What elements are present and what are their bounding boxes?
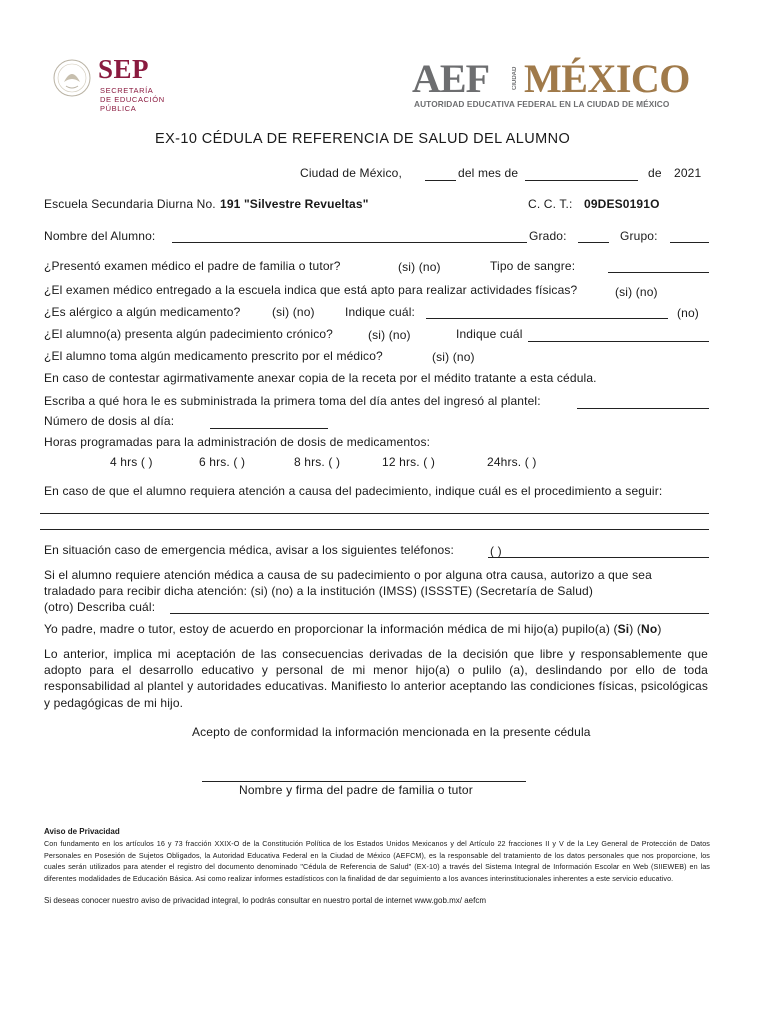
schedule-label: Horas programadas para la administración de dosis de medicamentos:: [44, 435, 431, 449]
sep-name-line3: PÚBLICA: [100, 104, 137, 113]
sep-acronym: SEP: [98, 54, 150, 84]
month-label: del mes de: [458, 166, 519, 180]
q-allergic-no[interactable]: (no): [677, 306, 699, 320]
grade-label: Grado:: [529, 229, 567, 243]
dose-count-field[interactable]: [210, 428, 328, 429]
q-fit-activities: ¿El examen médico entregado a la escuela indica que está apto para realizar actividades físicas?: [44, 283, 578, 297]
cct-label: C. C. T.:: [528, 197, 573, 211]
signature-label: Nombre y firma del padre de familia o tutor: [239, 783, 473, 797]
q-chronic-options[interactable]: (si) (no): [368, 328, 411, 342]
emergency-phone-field[interactable]: [488, 557, 709, 558]
schedule-4hrs[interactable]: 4 hrs ( ): [110, 455, 153, 469]
q-medication-options[interactable]: (si) (no): [432, 350, 475, 364]
group-field[interactable]: [670, 242, 709, 243]
sep-logo: [52, 50, 182, 122]
auth-line3: (otro) Describa cuál:: [44, 600, 156, 614]
schedule-8hrs[interactable]: 8 hrs. ( ): [294, 455, 341, 469]
consent-si-option[interactable]: Si: [617, 622, 630, 636]
aef-acronym: AEF: [412, 56, 489, 101]
aef-subtitle: AUTORIDAD EDUCATIVA FEDERAL EN LA CIUDAD DE MÉXICO: [414, 99, 670, 109]
accept-text: Acepto de conformidad la información mencionada en la presente cédula: [192, 725, 591, 739]
sep-name-line2: DE EDUCACIÓN: [100, 95, 165, 104]
first-dose-field[interactable]: [577, 408, 709, 409]
emergency-phone-paren: ( ): [490, 544, 502, 558]
auth-line2[interactable]: traladado para recibir dicha atención: (si) (no) a la institución (IMSS) (ISSSTE) (Secretaría de Salud): [44, 584, 594, 598]
q-chronic-indique-label: Indique cuál: [456, 327, 523, 341]
chronic-field[interactable]: [528, 341, 709, 342]
day-field[interactable]: [425, 180, 456, 181]
q-allergic-options[interactable]: (si) (no): [272, 305, 315, 319]
group-label: Grupo:: [620, 229, 658, 243]
affirm-note: En caso de contestar agirmativamente anexar copia de la receta por el médito tratante a esta cédula.: [44, 371, 597, 385]
blood-type-label: Tipo de sangre:: [490, 259, 576, 273]
q-allergic: ¿Es alérgico a algún medicamento?: [44, 305, 241, 319]
aef-mexico: MÉXICO: [524, 56, 690, 101]
procedure-field-line2[interactable]: [40, 529, 709, 530]
consent-separator: ) (: [629, 622, 642, 636]
school-value: 191 "Silvestre Revueltas": [220, 197, 369, 211]
student-label: Nombre del Alumno:: [44, 229, 156, 243]
schedule-6hrs[interactable]: 6 hrs. ( ): [199, 455, 246, 469]
privacy-body: Con fundamento en los artículos 16 y 73 fracción XXIX-O de la Constitución Política de los Estados Unidos Mexicanos y del Artículo 22 fracciones II y V de la Ley General de Protección de Datos Personales en Posesión de Sujetos Obligados, la Autoridad Educativa Federal en la Ciudad de México (AEFCM), es la responsable del tratamiento de los datos personales que nos proporcione, los cuales serán utilizados para atender el registro del documento denominado "Cédula de Referencia de Salud" (EX-10) a través del Sistema Integral de Información Escolar en Web (SIIEWEB) en las diferentes modalidades de Educación Básica. Asi como realizar informes estadísticos con la finalidad de dar seguimiento a los avances interinstitucionales inherentes a este servicio educativo.: [44, 839, 710, 883]
schedule-12hrs[interactable]: 12 hrs. ( ): [382, 455, 435, 469]
aef-ciudad: CIUDAD: [512, 66, 518, 90]
allergy-field[interactable]: [426, 318, 668, 319]
consent-line: [44, 622, 661, 636]
emergency-label: En situación caso de emergencia médica, avisar a los siguientes teléfonos:: [44, 543, 454, 557]
de-label: de: [648, 166, 662, 180]
city-label: Ciudad de México,: [300, 166, 402, 180]
first-dose-label: Escriba a qué hora le es subministrada la primera toma del día antes del ingresó al plantel:: [44, 394, 541, 408]
sep-name-line1: SECRETARÍA: [100, 86, 154, 95]
dose-count-label: Número de dosis al día:: [44, 414, 175, 428]
procedure-field-line1[interactable]: [40, 513, 709, 514]
liability-paragraph: Lo anterior, implica mi aceptación de las consecuencias derivadas de la decisión que libre y responsablemente que adopto para el desarrollo educativo y personal de mi menor hijo(a) o pulilo (a), deslindando por ello de toda responsabilidad al plantel y autoridades educativas. Manifiesto lo anterior aceptando las condiciones físicas, psicológicas y pedagógicas de mi hijo.: [44, 647, 708, 710]
form-title: EX-10 CÉDULA DE REFERENCIA DE SALUD DEL ALUMNO: [155, 131, 571, 147]
consent-no-option[interactable]: No: [641, 622, 658, 636]
grade-field[interactable]: [578, 242, 609, 243]
school-label: Escuela Secundaria Diurna No.: [44, 197, 216, 211]
q-medical-exam-options[interactable]: (si) (no): [398, 260, 441, 274]
cct-value: 09DES0191O: [584, 197, 660, 211]
auth-line1: Si el alumno requiere atención médica a causa de su padecimiento o por alguna otra causa, autorizo a que sea: [44, 568, 652, 582]
student-name-field[interactable]: [172, 242, 527, 243]
year-value: 2021: [674, 166, 702, 180]
signature-field[interactable]: [202, 781, 526, 782]
q-medical-exam: ¿Presentó examen médico el padre de familia o tutor?: [44, 259, 341, 273]
q-chronic: ¿El alumno(a) presenta algún padecimiento crónico?: [44, 327, 333, 341]
blood-type-field[interactable]: [608, 272, 709, 273]
q-fit-activities-options[interactable]: (si) (no): [615, 285, 658, 299]
aef-logo: [412, 58, 722, 114]
q-medication: ¿El alumno toma algún medicamento prescrito por el médico?: [44, 349, 383, 363]
consent-text: Yo padre, madre o tutor, estoy de acuerdo en proporcionar la información médica de mi hijo(a) pupilo(a) (: [44, 622, 618, 636]
procedure-label: En caso de que el alumno requiera atención a causa del padecimiento, indique cuál es el procedimiento a seguir:: [44, 484, 663, 498]
schedule-24hrs[interactable]: 24hrs. ( ): [487, 455, 537, 469]
q-allergic-indique-label: Indique cuál:: [345, 305, 416, 319]
other-institution-field[interactable]: [170, 613, 709, 614]
privacy-footer: Si deseas conocer nuestro aviso de privacidad integral, lo podrás consultar en nuestro portal de internet www.gob.mx/ aefcm: [44, 896, 487, 905]
privacy-title: Aviso de Privacidad: [44, 827, 120, 836]
month-field[interactable]: [525, 180, 638, 181]
consent-close: ): [657, 622, 662, 636]
